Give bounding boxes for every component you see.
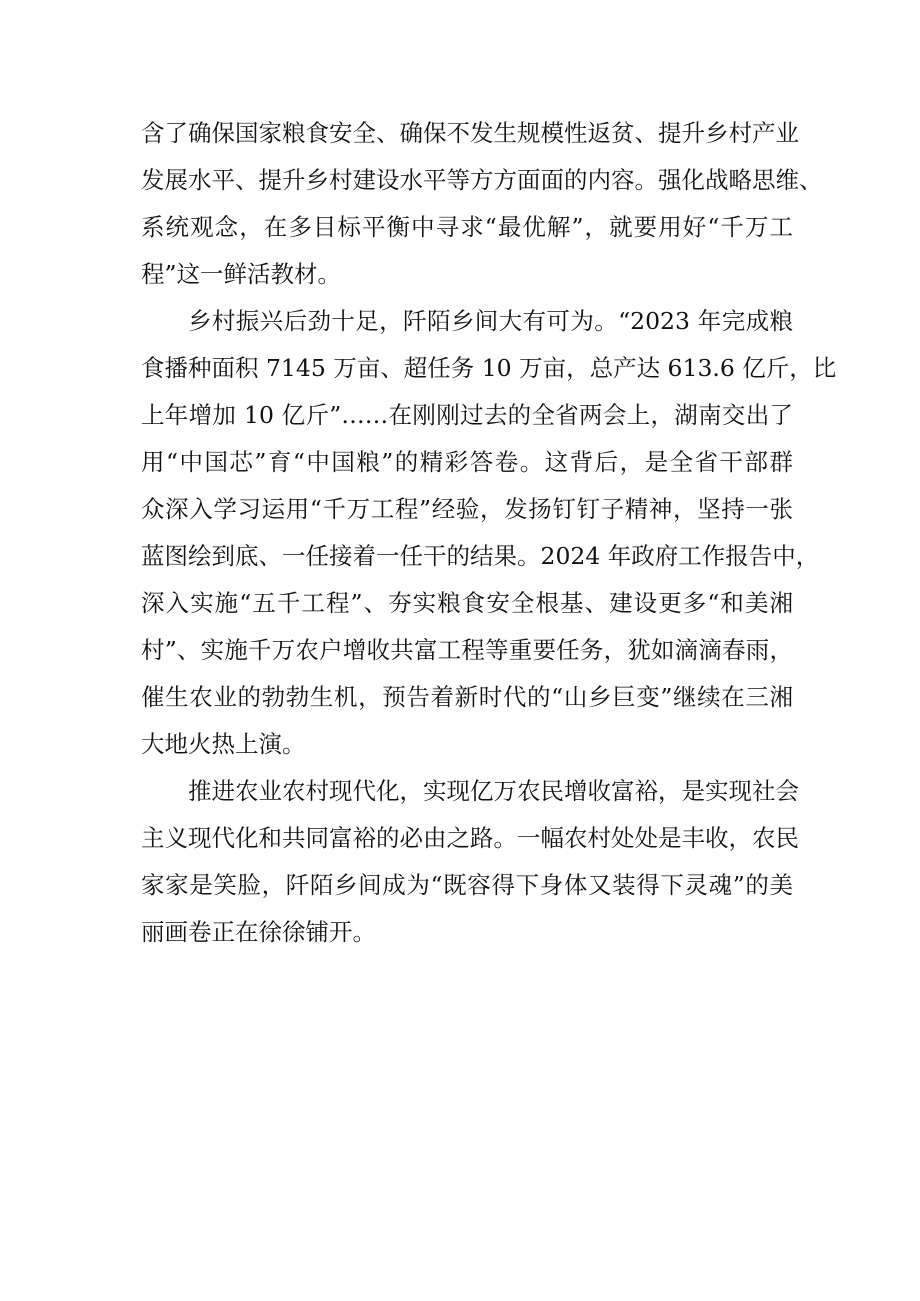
text-line: 推进农业农村现代化，实现亿万农民增收富裕，是实现社会 xyxy=(188,777,799,805)
text-line: 家家是笑脸，阡陌乡间成为“既容得下身体又装得下灵魂”的美 xyxy=(141,871,793,899)
paragraph-1 xyxy=(141,110,823,298)
paragraph-3 xyxy=(141,768,799,956)
text-line: 发展水平、提升乡村建设水平等方方面面的内容。强化战略思维、 xyxy=(141,166,823,194)
text-line: 主义现代化和共同富裕的必由之路。一幅农村处处是丰收，农民 xyxy=(141,824,799,852)
text-line: 大地火热上演。 xyxy=(141,730,306,758)
text-line: 村”、实施千万农户增收共富工程等重要任务，犹如滴滴春雨， xyxy=(141,636,793,664)
text-line: 含了确保国家粮食安全、确保不发生规模性返贫、提升乡村产业 xyxy=(141,119,799,147)
text-line: 深入实施“五千工程”、夯实粮食安全根基、建设更多“和美湘 xyxy=(141,589,793,617)
text-line: 程”这一鲜活教材。 xyxy=(141,260,342,288)
text-line: 用“中国芯”育“中国粮”的精彩答卷。这背后，是全省干部群 xyxy=(141,448,793,476)
text-line: 系统观念，在多目标平衡中寻求“最优解”，就要用好“千万工 xyxy=(141,213,793,241)
document-body xyxy=(141,110,837,956)
text-line: 上年增加 10 亿斤”……在刚刚过去的全省两会上，湖南交出了 xyxy=(141,401,793,429)
text-line: 食播种面积 7145 万亩、超任务 10 万亩，总产达 613.6 亿斤，比 xyxy=(141,354,837,382)
text-line: 催生农业的勃勃生机，预告着新时代的“山乡巨变”继续在三湘 xyxy=(141,683,793,711)
text-line: 蓝图绘到底、一任接着一任干的结果。2024 年政府工作报告中， xyxy=(141,542,820,570)
text-line: 乡村振兴后劲十足，阡陌乡间大有可为。“2023 年完成粮 xyxy=(188,307,793,335)
text-line: 丽画卷正在徐徐铺开。 xyxy=(141,918,376,946)
text-line: 众深入学习运用“千万工程”经验，发扬钉钉子精神，坚持一张 xyxy=(141,495,793,523)
paragraph-2 xyxy=(141,298,837,768)
